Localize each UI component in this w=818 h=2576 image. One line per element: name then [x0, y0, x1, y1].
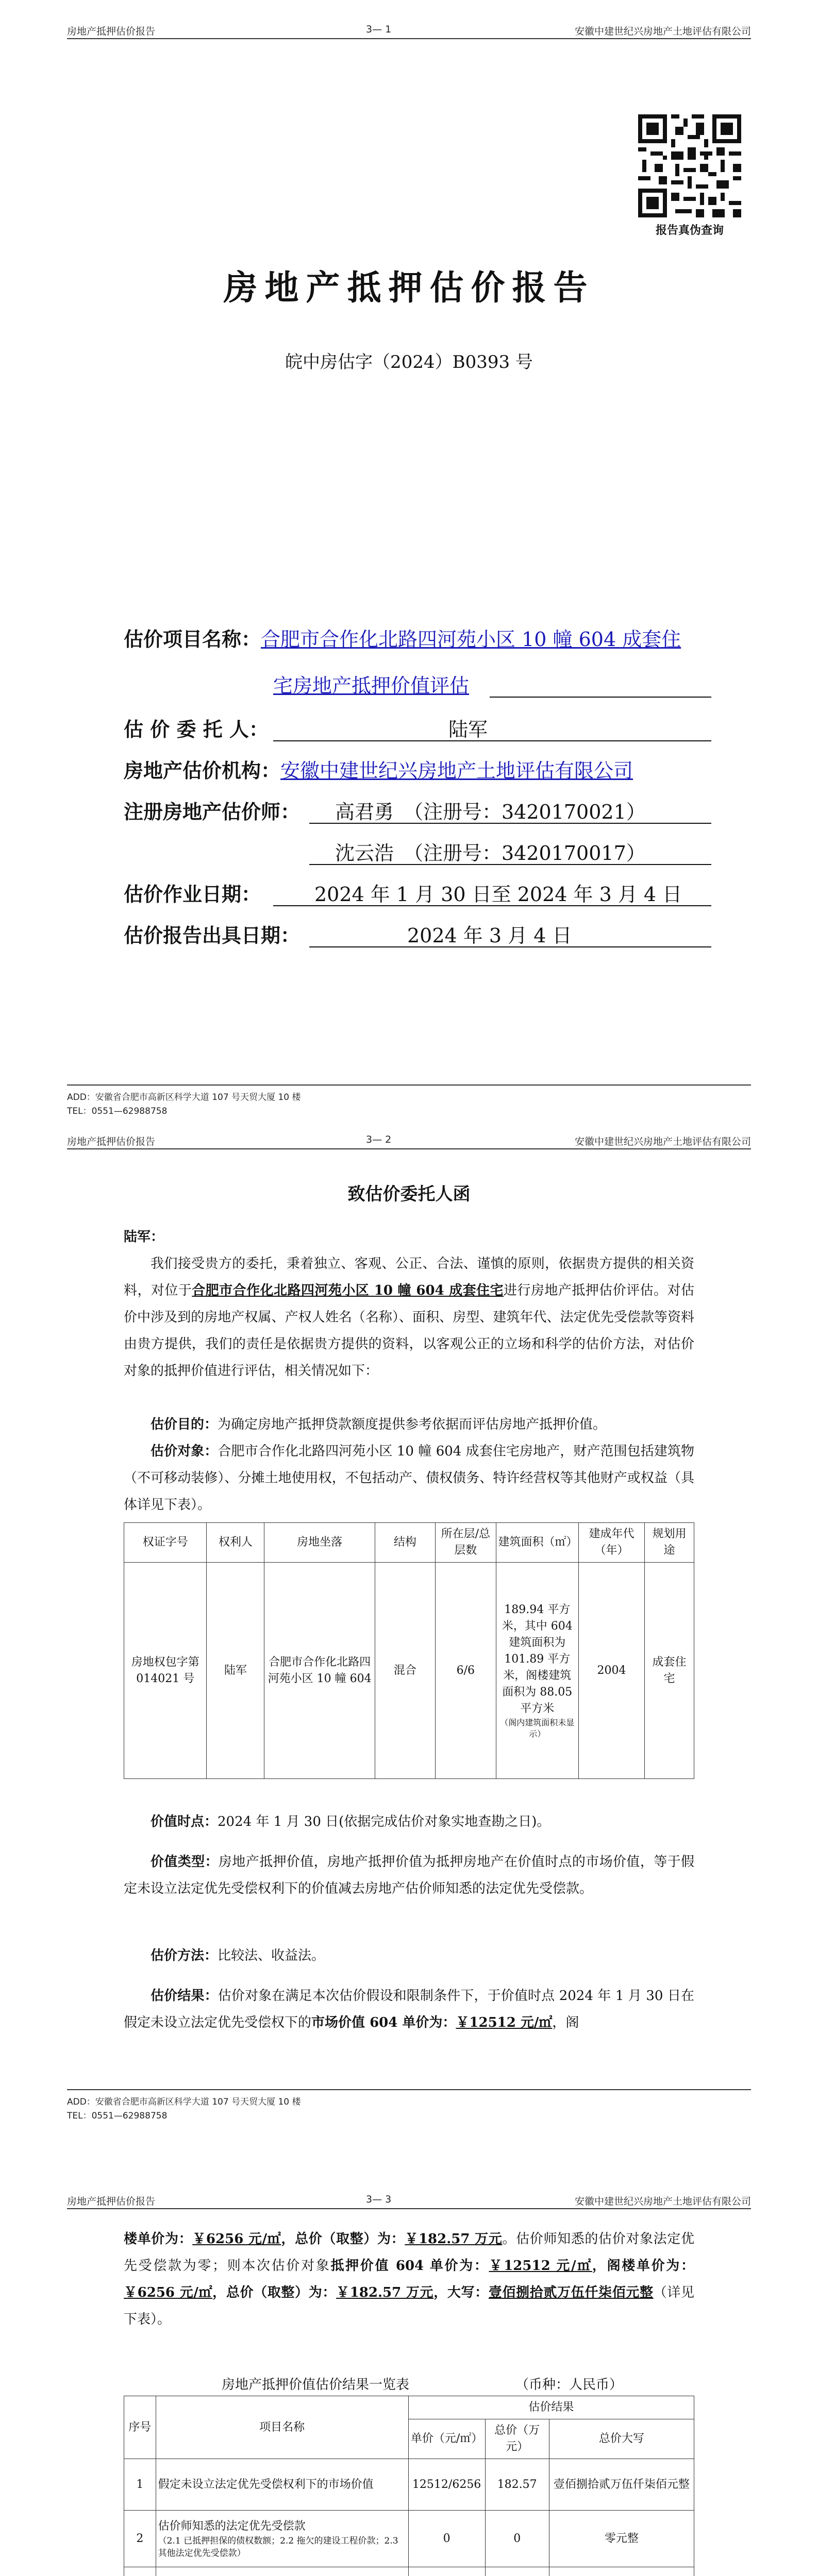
row2-item-note: （2.1 已抵押担保的债权数额；2.2 拖欠的建设工程价款；2.3 其他法定优先受偿款）	[158, 2535, 398, 2558]
valuetime-paragraph	[124, 1808, 694, 1835]
agency-value: 安徽中建世纪兴房地产土地评估有限公司	[280, 759, 633, 782]
valuetime-text: 2024 年 1 月 30 日(依据完成估价对象实地查勘之日)。	[218, 1814, 550, 1829]
cell-owner: 陆军	[207, 1563, 264, 1779]
object-label: 估价对象：	[151, 1444, 218, 1459]
table-row	[124, 2511, 694, 2567]
qr-caption: 报告真伪查询	[655, 224, 724, 237]
underline	[309, 864, 711, 865]
th-owner: 权利人	[207, 1523, 264, 1563]
project-name-row	[124, 623, 681, 652]
cell-structure: 混合	[375, 1563, 435, 1779]
cell-location: 合肥市合作化北路四河苑小区 10 幢 604	[264, 1563, 375, 1779]
cell-use: 成套住宅	[645, 1563, 694, 1779]
page-results	[0, 2190, 818, 2576]
attic-unit-price: ￥6256 元/㎡	[192, 2231, 281, 2247]
project-name-value: 合肥市合作化北路四河苑小区 10 幢 604 成套住	[261, 628, 681, 651]
purpose-text: 为确定房地产抵押贷款额度提供参考依据而评估房地产抵押价值。	[218, 1417, 607, 1432]
row1-upper: 壹佰捌拾贰万伍仟柒佰元整	[549, 2459, 694, 2511]
method-label: 估价方法：	[151, 1948, 218, 1963]
header-company: 安徽中建世纪兴房地产土地评估有限公司	[574, 26, 751, 37]
row2-unit: 0	[408, 2511, 485, 2567]
page-cover	[0, 0, 818, 1116]
object-paragraph	[124, 1438, 694, 1518]
row1-no: 1	[124, 2459, 156, 2511]
issue-date-value: 2024 年 3 月 4 日	[407, 924, 572, 947]
th-structure: 结构	[375, 1523, 435, 1563]
table-row	[124, 1563, 694, 1779]
cell-floor: 6/6	[436, 1563, 496, 1779]
th-floor: 所在层/总层数	[436, 1523, 496, 1563]
project-name-row-2	[273, 670, 469, 698]
appraiser-1: 高君勇 （注册号：3420170021）	[335, 801, 646, 823]
row2-upper: 零元整	[549, 2511, 694, 2567]
valuetype-text: 房地产抵押价值，房地产抵押价值为抵押房地产在价值时点的市场价值，等于假定未设立法定优先受偿权利下的价值减去房地产估价师知悉的法定优先受偿款。	[124, 1854, 694, 1896]
valuetype-paragraph	[124, 1849, 694, 1902]
result-text-a: 估价对象在满足本次估价假设和限制条件下，于价值时点 2024 年 1 月 30 日在假定未设立法定优先受偿权下的	[124, 1988, 694, 2030]
underline	[490, 697, 711, 698]
row1-item: 假定未设立法定优先受偿权利下的市场价值	[156, 2459, 408, 2511]
para1-property: 合肥市合作化北路四河苑小区 10 幢 604 成套住宅	[192, 1283, 504, 1298]
header-page-number: 3— 1	[366, 24, 392, 35]
appraiser-2: 沈云浩 （注册号：3420170017）	[335, 842, 646, 865]
valuetype-label: 价值类型：	[151, 1854, 219, 1870]
th-total: 总价（万元）	[485, 2419, 549, 2459]
agency-row	[124, 755, 633, 783]
result-paragraph	[124, 1982, 694, 2036]
area-note: （阁内建筑面积未显示）	[500, 1717, 575, 1739]
appraiser-row	[124, 796, 300, 824]
table-header-row	[124, 1523, 694, 1563]
row2-item	[156, 2511, 408, 2567]
result-label-unit: 市场价值 604 单价为：	[311, 2015, 456, 2030]
table-row	[124, 2459, 694, 2511]
mortgage-attic-label: ，阁楼单价为：	[592, 2258, 694, 2274]
purpose-label: 估价目的：	[151, 1417, 218, 1432]
result-continued-paragraph	[124, 2226, 694, 2333]
underline	[273, 905, 711, 906]
para1-text-b: 进行房地产抵押估价评估。对估价中涉及到的房地产权属、产权人姓名（名称）、面积、房型、建筑年代、法定优先受偿款等资料由贵方提供，我们的责任是依据贵方提供的资料，以客观公正的立场和科学的估价方法，对估价对象的抵押价值进行评估，相关情况如下：	[124, 1283, 694, 1379]
header-report-name: 房地产抵押估价报告	[67, 1136, 156, 1147]
row3-upper	[549, 2567, 694, 2576]
agency-label: 房地产估价机构：	[124, 759, 281, 782]
currency-note: （币种：人民币）	[515, 2377, 623, 2393]
th-upper: 总价大写	[549, 2419, 694, 2459]
underline	[273, 740, 711, 741]
header-report-name: 房地产抵押估价报告	[67, 26, 156, 37]
project-name-value-2: 宅房地产抵押价值评估	[273, 674, 470, 697]
client-row	[124, 714, 269, 742]
row3-no	[124, 2567, 156, 2576]
cell-year: 2004	[578, 1563, 644, 1779]
total-price: ￥182.57 万元	[405, 2231, 503, 2247]
footer-tel: TEL：0551—62988758	[67, 2111, 168, 2121]
header-report-name: 房地产抵押估价报告	[67, 2196, 156, 2207]
work-date-value: 2024 年 1 月 30 日至 2024 年 3 月 4 日	[314, 883, 682, 906]
attic-price-label: 楼单价为：	[124, 2231, 193, 2247]
header-company: 安徽中建世纪兴房地产土地评估有限公司	[574, 2196, 751, 2207]
project-name-label: 估价项目名称：	[124, 628, 261, 651]
object-text: 合肥市合作化北路四河苑小区 10 幢 604 成套住宅房地产，财产范围包括建筑物（不可移动装修）、分摊土地使用权，不包括动产、债权债务、特许经营权等其他财产或权益（具体详见下表）。	[124, 1444, 694, 1513]
property-table	[124, 1522, 694, 1779]
page-header	[67, 1131, 751, 1149]
row3-unit	[408, 2567, 485, 2576]
th-cert: 权证字号	[124, 1523, 207, 1563]
underline	[309, 823, 711, 824]
row3-total	[485, 2567, 549, 2576]
underline	[309, 946, 711, 947]
total-price-label: ，总价（取整）为：	[281, 2231, 405, 2247]
capital-label: ，大写：	[433, 2285, 489, 2300]
mortgage-total-price: ￥182.57 万元	[336, 2285, 434, 2300]
footer-tel: TEL：0551—62988758	[67, 1106, 168, 1116]
para1-text-a: 我们接受贵方的委托，秉着独立、客观、公正、合法、谨慎的原则，依据贵方提供的相关资料，对位于	[124, 1256, 694, 1298]
mortgage-attic-price: ￥6256 元/㎡	[124, 2285, 213, 2300]
footer-address: ADD：安徽省合肥市高新区科学大道 107 号天贸大厦 10 楼	[67, 2097, 301, 2107]
result-mid-text: 。估价师知悉的估价对象法定优先受偿款为零；则本次估价对象	[124, 2231, 694, 2274]
qr-code-icon[interactable]	[638, 114, 741, 217]
page-footer	[67, 1084, 751, 1122]
footer-address: ADD：安徽省合肥市高新区科学大道 107 号天贸大厦 10 楼	[67, 1092, 301, 1103]
method-paragraph	[124, 1942, 694, 1969]
result-label: 估价结果：	[151, 1988, 218, 2004]
work-date-label: 估价作业日期：	[124, 883, 261, 906]
row2-total: 0	[485, 2511, 549, 2567]
table-row	[124, 2567, 694, 2576]
results-table	[124, 2396, 694, 2576]
th-location: 房地坐落	[264, 1523, 375, 1563]
mortgage-unit-price: ￥12512 元/㎡	[489, 2258, 592, 2274]
th-use: 规划用途	[645, 1523, 694, 1563]
method-text: 比较法、收益法。	[218, 1948, 325, 1963]
header-company: 安徽中建世纪兴房地产土地评估有限公司	[574, 1136, 751, 1147]
letter-paragraph-1	[124, 1250, 694, 1384]
row1-total: 182.57	[485, 2459, 549, 2511]
report-title: 房地产抵押估价报告	[223, 267, 595, 308]
cell-cert: 房地权包字第 014021 号	[124, 1563, 207, 1779]
appraiser-label: 注册房地产估价师：	[124, 800, 301, 823]
mortgage-total-label: ，总价（取整）为：	[212, 2285, 337, 2300]
page-letter	[0, 1126, 818, 2187]
salutation: 陆军：	[124, 1229, 164, 1245]
page-header	[67, 21, 751, 39]
client-label: 估 价 委 托 人：	[124, 718, 269, 741]
purpose-paragraph	[124, 1411, 694, 1438]
area-text: 189.94 平方米，其中 604 建筑面积为 101.89 平方米，阁楼建筑面积为 88.05 平方米	[502, 1603, 573, 1715]
issue-date-row	[124, 920, 300, 948]
th-no: 序号	[124, 2396, 156, 2459]
see-table-text: （详见下表）。	[124, 2285, 694, 2327]
mortgage-price-label: 抵押价值 604 单价为：	[330, 2258, 489, 2274]
result-text-b: ，阁	[552, 2015, 579, 2030]
capital-amount: 壹佰捌拾贰万伍仟柒佰元整	[488, 2285, 654, 2300]
cell-area	[496, 1563, 578, 1779]
header-page-number: 3— 2	[366, 1134, 392, 1145]
work-date-row	[124, 878, 261, 907]
letter-title: 致估价委托人函	[347, 1184, 471, 1205]
row3-item	[156, 2567, 408, 2576]
th-result: 估价结果	[408, 2396, 694, 2419]
result-unit-price: ￥12512 元/㎡	[456, 2015, 553, 2030]
th-unit: 单价（元/㎡）	[408, 2419, 485, 2459]
document-number: 皖中房估字（2024）B0393 号	[285, 352, 533, 372]
header-page-number: 3— 3	[366, 2194, 392, 2205]
client-value: 陆军	[448, 718, 488, 741]
row2-no: 2	[124, 2511, 156, 2567]
th-item: 项目名称	[156, 2396, 408, 2459]
row1-unit: 12512/6256	[408, 2459, 485, 2511]
results-table-title: 房地产抵押价值估价结果一览表	[222, 2377, 410, 2393]
page-footer	[67, 2089, 751, 2126]
row2-item-main: 估价师知悉的法定优先受偿款	[158, 2519, 306, 2533]
page-header	[67, 2191, 751, 2209]
valuetime-label: 价值时点：	[151, 1814, 218, 1829]
th-year: 建成年代（年）	[578, 1523, 644, 1563]
table-header-row	[124, 2396, 694, 2419]
issue-date-label: 估价报告出具日期：	[124, 924, 301, 947]
th-area: 建筑面积（㎡）	[496, 1523, 578, 1563]
